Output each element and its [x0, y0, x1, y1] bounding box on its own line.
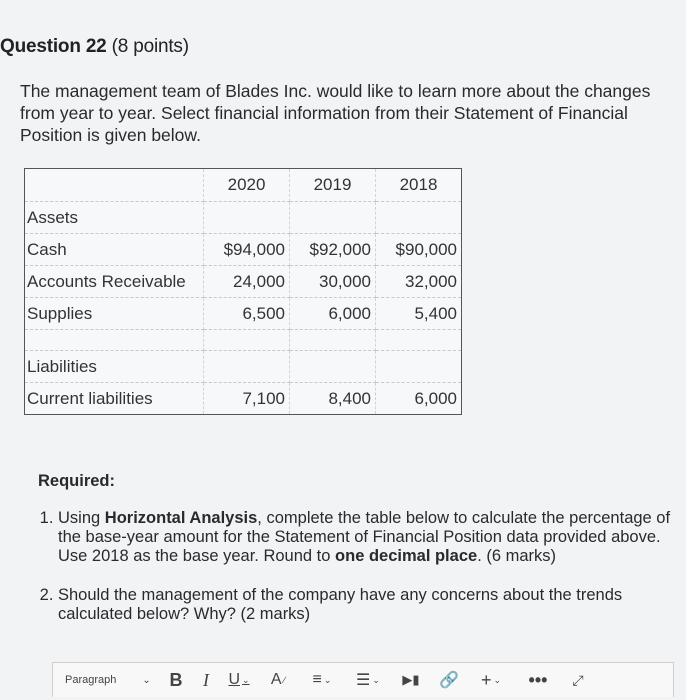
table-cell: $92,000 [290, 234, 376, 266]
paragraph-label: Paragraph [65, 674, 117, 686]
table-row [25, 383, 462, 415]
list-button[interactable] [345, 670, 391, 690]
table-cell: 6,500 [204, 298, 290, 330]
item1-bold2: one decimal place [335, 547, 478, 565]
text-color-label: A [270, 671, 282, 688]
chevron-down-icon: ⌄ [493, 674, 502, 685]
expand-icon: ⤢ [572, 671, 584, 688]
table-row [25, 234, 462, 266]
list-icon: ☰ [356, 672, 371, 689]
table-spacer-row [25, 330, 462, 351]
table-corner-cell [25, 169, 204, 202]
row-label: Current liabilities [25, 383, 204, 415]
question-intro: The management team of Blades Inc. would like to learn more about the changes from year to year. Select financial information from their Statement of Financial Position is given below. [20, 81, 651, 145]
media-button[interactable] [391, 672, 431, 688]
underline-label: U [228, 671, 240, 688]
item1-suffix: . (6 marks) [477, 547, 557, 565]
question-header [0, 36, 189, 58]
plus-icon: + [480, 669, 492, 690]
required-list [38, 509, 678, 624]
item1-prefix: Using [58, 509, 105, 527]
table-cell: 6,000 [290, 298, 376, 330]
table-row [25, 351, 462, 383]
insert-button[interactable] [467, 670, 515, 691]
assets-heading: Assets [25, 202, 204, 234]
required-section [38, 472, 678, 644]
liabilities-heading: Liabilities [25, 351, 204, 383]
table-cell: 32,000 [375, 266, 461, 298]
pen-icon: ∕ [283, 675, 286, 685]
media-icon: ▶▮ [402, 672, 420, 687]
required-item-1 [58, 509, 678, 566]
link-icon: 🔗 [439, 672, 459, 689]
align-button[interactable] [299, 671, 345, 689]
question-number: Question 22 [0, 36, 107, 57]
chevron-down-icon: ⌄ [372, 674, 380, 685]
align-icon: ≡ [312, 671, 322, 688]
row-label: Cash [25, 234, 204, 266]
table-cell: 7,100 [204, 383, 290, 415]
underline-button[interactable] [221, 671, 257, 689]
table-cell: $94,000 [204, 234, 290, 266]
row-label: Supplies [25, 298, 204, 330]
table-cell: 5,400 [375, 298, 461, 330]
row-label: Accounts Receivable [25, 266, 204, 298]
year-2020-header: 2020 [204, 169, 290, 202]
chevron-down-icon: ⌄ [323, 674, 332, 685]
table-cell: 30,000 [290, 266, 376, 298]
more-icon: ••• [528, 669, 548, 690]
expand-button[interactable] [561, 672, 595, 689]
financial-table [24, 168, 462, 415]
link-button[interactable] [431, 670, 467, 690]
table-cell: 24,000 [204, 266, 290, 298]
table-row [25, 266, 462, 298]
chevron-down-icon: ⌄ [242, 674, 250, 685]
item1-mid: , complete the table below to calculate the percentage of the base-year amount for the Statement of Financial Position data provided above. Use 2018 as the base year. Round to [58, 509, 671, 565]
year-2018-header: 2018 [375, 169, 461, 202]
text-color-button[interactable] [257, 671, 299, 689]
bold-button[interactable]: B [169, 669, 183, 690]
more-button[interactable] [515, 670, 561, 691]
table-row [25, 202, 462, 234]
table-cell: 6,000 [375, 383, 461, 415]
question-points: (8 points) [106, 36, 189, 57]
paragraph-style-select[interactable] [53, 674, 161, 686]
table-row [25, 298, 462, 330]
required-title: Required: [38, 472, 116, 490]
chevron-down-icon: ⌄ [142, 674, 151, 686]
item1-bold: Horizontal Analysis [104, 509, 258, 527]
year-2019-header: 2019 [290, 169, 376, 202]
table-cell: $90,000 [375, 234, 461, 266]
italic-button[interactable]: I [203, 669, 209, 690]
table-cell: 8,400 [290, 383, 376, 415]
editor-toolbar [52, 662, 674, 697]
required-item-2: 2. Should the management of the company have any concerns about the trends calculated below? Why? (2 marks) [58, 586, 678, 624]
table-header-row [25, 169, 462, 202]
